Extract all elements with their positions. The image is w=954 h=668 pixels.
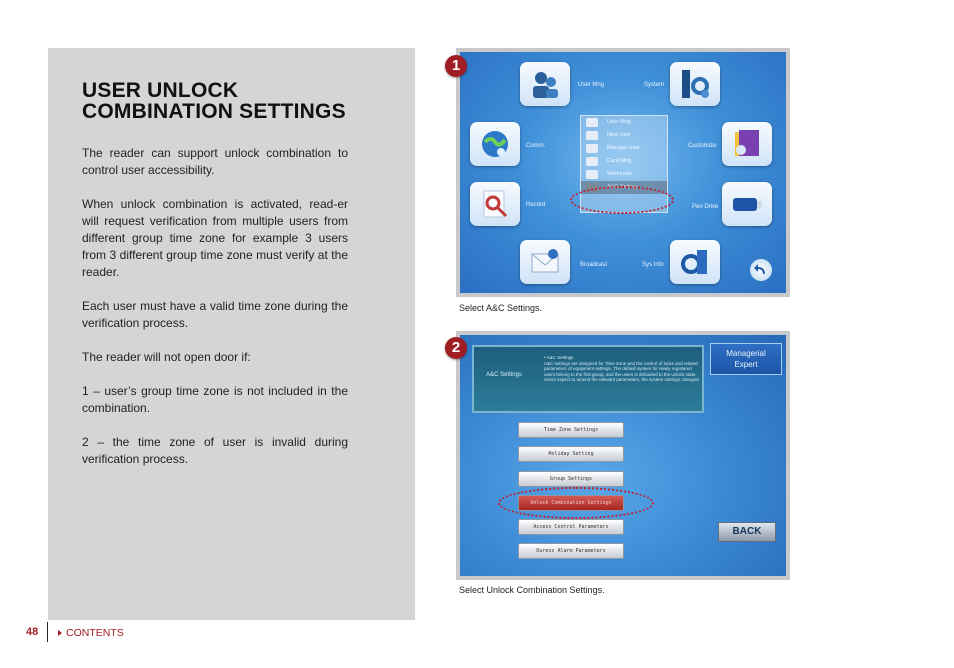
sys-info-icon (670, 240, 720, 284)
customize-label: Customize (688, 143, 717, 149)
user-icon (586, 118, 598, 127)
broadcast-icon (520, 240, 570, 284)
customize-icon (722, 122, 772, 166)
body-text (82, 145, 348, 485)
contents-label: CONTENTS (66, 627, 124, 639)
users-icon (586, 144, 598, 153)
header-label: A&C Settings (486, 372, 522, 378)
user-mng-label: User Mng (578, 82, 605, 88)
record-label: Record (526, 202, 546, 208)
back-arrow-icon[interactable] (750, 259, 772, 281)
menu-item-workcode[interactable]: Workcode (581, 168, 667, 181)
title-line-1: USER UNLOCK (82, 79, 239, 102)
screenshot-ac-settings (456, 331, 790, 580)
caption-1: Select A&C Settings. (459, 303, 543, 313)
paragraph: The reader can support unlock combination to control user accessibility. (82, 146, 348, 177)
access-control-parameters-button[interactable]: Access Control Parameters (518, 519, 624, 535)
contents-link[interactable] (58, 627, 124, 639)
menu-item-user-mng[interactable]: User Mng (581, 116, 667, 129)
mode-indicator (710, 343, 782, 375)
menu-item-ac-setting[interactable]: A&C Setting (581, 181, 667, 194)
highlight-circle (570, 186, 674, 214)
system-icon (670, 62, 720, 106)
group-settings-button[interactable]: Group Settings (518, 471, 624, 487)
screenshot-main-menu (456, 48, 790, 297)
record-icon (470, 182, 520, 226)
header-description: A&C settings are designed for Time Zone and the control of locks and related parameters of equipment settings. The default system for newly registered users belong to the first group, and the users is defaulted to the unlock state. Users expect to amend the relevant parameters, the system settings changed. (544, 360, 700, 382)
paragraph: 2 – the time zone of user is invalid during verification process. (82, 435, 348, 466)
broadcast-label: Broadcast (580, 262, 608, 268)
card-icon (586, 157, 598, 166)
step-badge-2: 2 (445, 337, 467, 359)
menu-item-manage-user[interactable]: Manage User (581, 142, 667, 155)
mode-line-2: Expert (734, 360, 758, 369)
workcode-icon (586, 170, 598, 179)
header-title: • A&C Settings (544, 355, 574, 360)
menu-item-new-user[interactable]: New User (581, 129, 667, 142)
caption-2: Select Unlock Combination Settings. (459, 585, 605, 595)
back-button[interactable]: BACK (718, 522, 776, 542)
mode-line-1: Managerial (726, 349, 766, 358)
highlight-circle (498, 487, 654, 519)
arrow-right-icon (58, 630, 62, 636)
paragraph: The reader will not open door if: (82, 350, 251, 364)
page-title (82, 80, 382, 122)
footer-divider (47, 622, 48, 642)
step-badge-1: 1 (445, 55, 467, 77)
pen-drive-icon (722, 182, 772, 226)
device-screen (460, 335, 786, 576)
page-number: 48 (26, 626, 39, 638)
user-mng-icon (520, 62, 570, 106)
unlock-combination-settings-button[interactable]: Unlock Combination Settings (518, 495, 624, 511)
paragraph: 1 – user’s group time zone is not included in the combination. (82, 384, 348, 415)
system-label: System (644, 82, 665, 88)
paragraph: When unlock combination is activated, read-er will request verification from multiple users from different group time zone for example 3 users from 3 different group time zone must verify at the reader. (82, 197, 348, 279)
new-user-icon (586, 131, 598, 140)
info-header (472, 345, 704, 413)
device-screen (460, 52, 786, 293)
time-zone-settings-button[interactable]: Time Zone Settings (518, 422, 624, 438)
pen-drive-label: Pen Drive (692, 204, 719, 210)
sys-info-label: Sys Info (642, 262, 664, 268)
comm-icon (470, 122, 520, 166)
menu-item-card-mng[interactable]: Card Mng (581, 155, 667, 168)
paragraph: Each user must have a valid time zone during the verification process. (82, 299, 348, 330)
header-text (544, 355, 700, 383)
holiday-setting-button[interactable]: Holiday Setting (518, 446, 624, 462)
title-line-2: COMBINATION SETTINGS (82, 100, 346, 123)
comm-label: Comm. (526, 143, 546, 149)
duress-alarm-parameters-button[interactable]: Duress Alarm Parameters (518, 543, 624, 559)
